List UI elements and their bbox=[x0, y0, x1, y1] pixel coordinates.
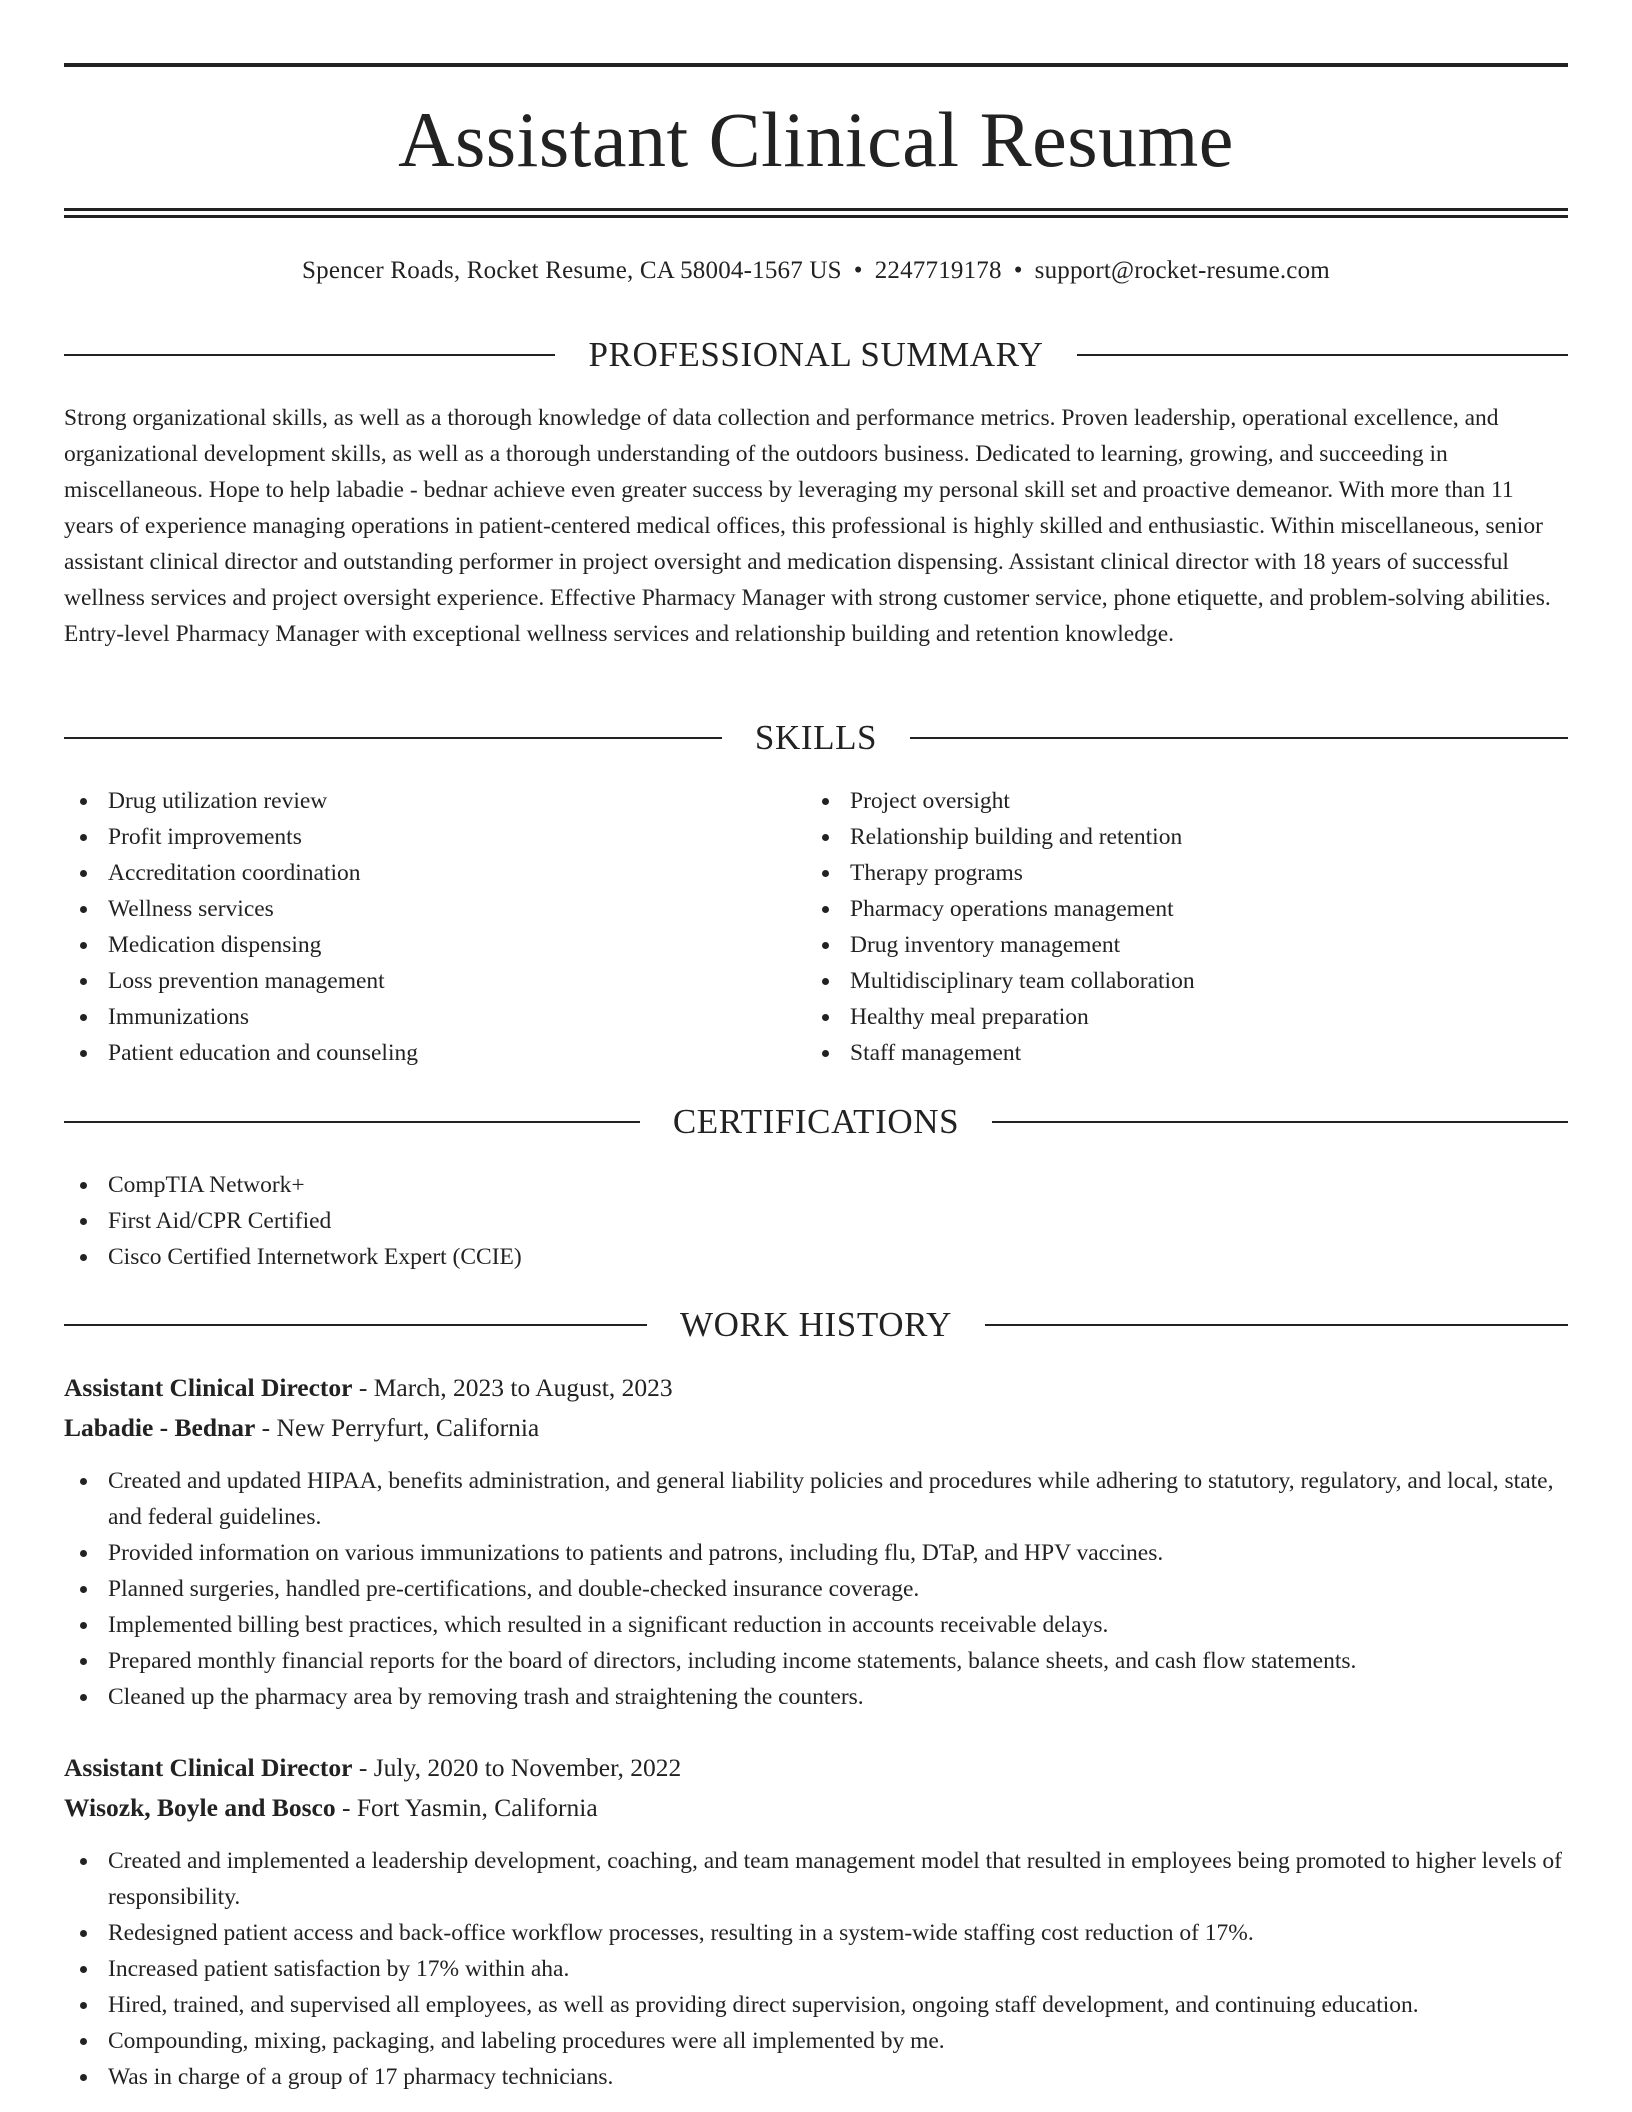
skill-item: Wellness services bbox=[64, 891, 804, 927]
skill-item: Pharmacy operations management bbox=[806, 891, 1566, 927]
section-heading-certifications bbox=[64, 1100, 1568, 1144]
skill-item: Project oversight bbox=[806, 783, 1566, 819]
skill-item: Drug utilization review bbox=[64, 783, 804, 819]
contact-separator: • bbox=[1013, 257, 1023, 284]
contact-phone: 2247719178 bbox=[874, 257, 1002, 284]
duty-item: Created and updated HIPAA, benefits administration, and general liability policies and procedures while adhering to statutory, regulatory, and local, state, and federal guidelines. bbox=[64, 1463, 1568, 1535]
heading-rule bbox=[64, 1121, 640, 1123]
title-rule-upper bbox=[64, 208, 1568, 211]
job-title: Assistant Clinical Director bbox=[64, 1753, 353, 1782]
job-location: - New Perryfurt, California bbox=[255, 1413, 540, 1442]
duty-item: Hired, trained, and supervised all employees, as well as providing direct supervision, ongoing staff development, and continuing education. bbox=[64, 1987, 1568, 2023]
job-company: Labadie - Bednar bbox=[64, 1413, 256, 1442]
certification-item: First Aid/CPR Certified bbox=[64, 1203, 1568, 1239]
skill-item: Relationship building and retention bbox=[806, 819, 1566, 855]
skill-item: Accreditation coordination bbox=[64, 855, 804, 891]
job-duties-list bbox=[64, 1843, 1568, 2095]
skills-list-left bbox=[64, 783, 804, 1071]
job-duties-list bbox=[64, 1463, 1568, 1715]
section-title: CERTIFICATIONS bbox=[672, 1102, 960, 1141]
skill-item: Multidisciplinary team collaboration bbox=[806, 963, 1566, 999]
duty-item: Was in charge of a group of 17 pharmacy technicians. bbox=[64, 2059, 1568, 2095]
duty-item: Created and implemented a leadership development, coaching, and team management model that resulted in employees being promoted to higher levels of responsibility. bbox=[64, 1843, 1568, 1915]
top-rule bbox=[64, 63, 1568, 67]
duty-item: Planned surgeries, handled pre-certifications, and double-checked insurance coverage. bbox=[64, 1571, 1568, 1607]
contact-line bbox=[64, 253, 1568, 289]
job-dates: - March, 2023 to August, 2023 bbox=[352, 1373, 673, 1402]
section-title: WORK HISTORY bbox=[680, 1305, 952, 1344]
heading-rule bbox=[910, 737, 1568, 739]
job-company: Wisozk, Boyle and Bosco bbox=[64, 1793, 336, 1822]
duty-item: Redesigned patient access and back-office workflow processes, resulting in a system-wide staffing cost reduction of 17%. bbox=[64, 1915, 1568, 1951]
section-heading-summary bbox=[64, 333, 1568, 377]
section-heading-skills bbox=[64, 716, 1568, 760]
contact-separator: • bbox=[853, 257, 863, 284]
contact-address: Spencer Roads, Rocket Resume, CA 58004-1567 US bbox=[302, 257, 842, 284]
duty-item: Compounding, mixing, packaging, and labeling procedures were all implemented by me. bbox=[64, 2023, 1568, 2059]
skill-item: Staff management bbox=[806, 1035, 1566, 1071]
job-title-line bbox=[64, 1749, 1568, 1787]
skill-item: Healthy meal preparation bbox=[806, 999, 1566, 1035]
contact-email: support@rocket-resume.com bbox=[1034, 257, 1330, 284]
job-dates: - July, 2020 to November, 2022 bbox=[352, 1753, 682, 1782]
certifications-list bbox=[64, 1167, 1568, 1275]
skill-item: Drug inventory management bbox=[806, 927, 1566, 963]
skill-item: Patient education and counseling bbox=[64, 1035, 804, 1071]
section-title: PROFESSIONAL SUMMARY bbox=[588, 335, 1044, 374]
section-heading-work-history bbox=[64, 1303, 1568, 1347]
skill-item: Immunizations bbox=[64, 999, 804, 1035]
heading-rule bbox=[992, 1121, 1568, 1123]
heading-rule bbox=[64, 1324, 647, 1326]
job-location: - Fort Yasmin, California bbox=[335, 1793, 598, 1822]
heading-rule bbox=[985, 1324, 1568, 1326]
skill-item: Medication dispensing bbox=[64, 927, 804, 963]
title-rule-lower bbox=[64, 215, 1568, 218]
duty-item: Increased patient satisfaction by 17% within aha. bbox=[64, 1951, 1568, 1987]
duty-item: Prepared monthly financial reports for the board of directors, including income statements, balance sheets, and cash flow statements. bbox=[64, 1643, 1568, 1679]
heading-rule bbox=[1077, 354, 1568, 356]
certification-item: Cisco Certified Internetwork Expert (CCIE) bbox=[64, 1239, 1568, 1275]
job-title-line bbox=[64, 1369, 1568, 1407]
heading-rule bbox=[64, 737, 722, 739]
section-title: SKILLS bbox=[754, 718, 878, 757]
job-company-line bbox=[64, 1409, 1568, 1447]
duty-item: Cleaned up the pharmacy area by removing trash and straightening the counters. bbox=[64, 1679, 1568, 1715]
skill-item: Therapy programs bbox=[806, 855, 1566, 891]
certification-item: CompTIA Network+ bbox=[64, 1167, 1568, 1203]
heading-rule bbox=[64, 354, 555, 356]
skill-item: Loss prevention management bbox=[64, 963, 804, 999]
summary-text: Strong organizational skills, as well as a thorough knowledge of data collection and performance metrics. Proven leadership, operational excellence, and organizational development skills, as well as a thorough understanding of the outdoors business. Dedicated to learning, growing, and succeeding in miscellaneous. Hope to help labadie - bednar achieve even greater success by leveraging my personal skill set and proactive demeanor. With more than 11 years of experience managing operations in patient-centered medical offices, this professional is highly skilled and enthusiastic. Within miscellaneous, senior assistant clinical director and outstanding performer in project oversight and medication dispensing. Assistant clinical director with 18 years of successful wellness services and project oversight experience. Effective Pharmacy Manager with strong customer service, phone etiquette, and problem-solving abilities. Entry-level Pharmacy Manager with exceptional wellness services and relationship building and retention knowledge. bbox=[64, 405, 1551, 647]
duty-item: Implemented billing best practices, which resulted in a significant reduction in accounts receivable delays. bbox=[64, 1607, 1568, 1643]
resume-title: Assistant Clinical Resume bbox=[398, 96, 1234, 183]
duty-item: Provided information on various immunizations to patients and patrons, including flu, DTaP, and HPV vaccines. bbox=[64, 1535, 1568, 1571]
skills-list-right bbox=[806, 783, 1566, 1071]
job-title: Assistant Clinical Director bbox=[64, 1373, 353, 1402]
job-company-line bbox=[64, 1789, 1568, 1827]
skill-item: Profit improvements bbox=[64, 819, 804, 855]
